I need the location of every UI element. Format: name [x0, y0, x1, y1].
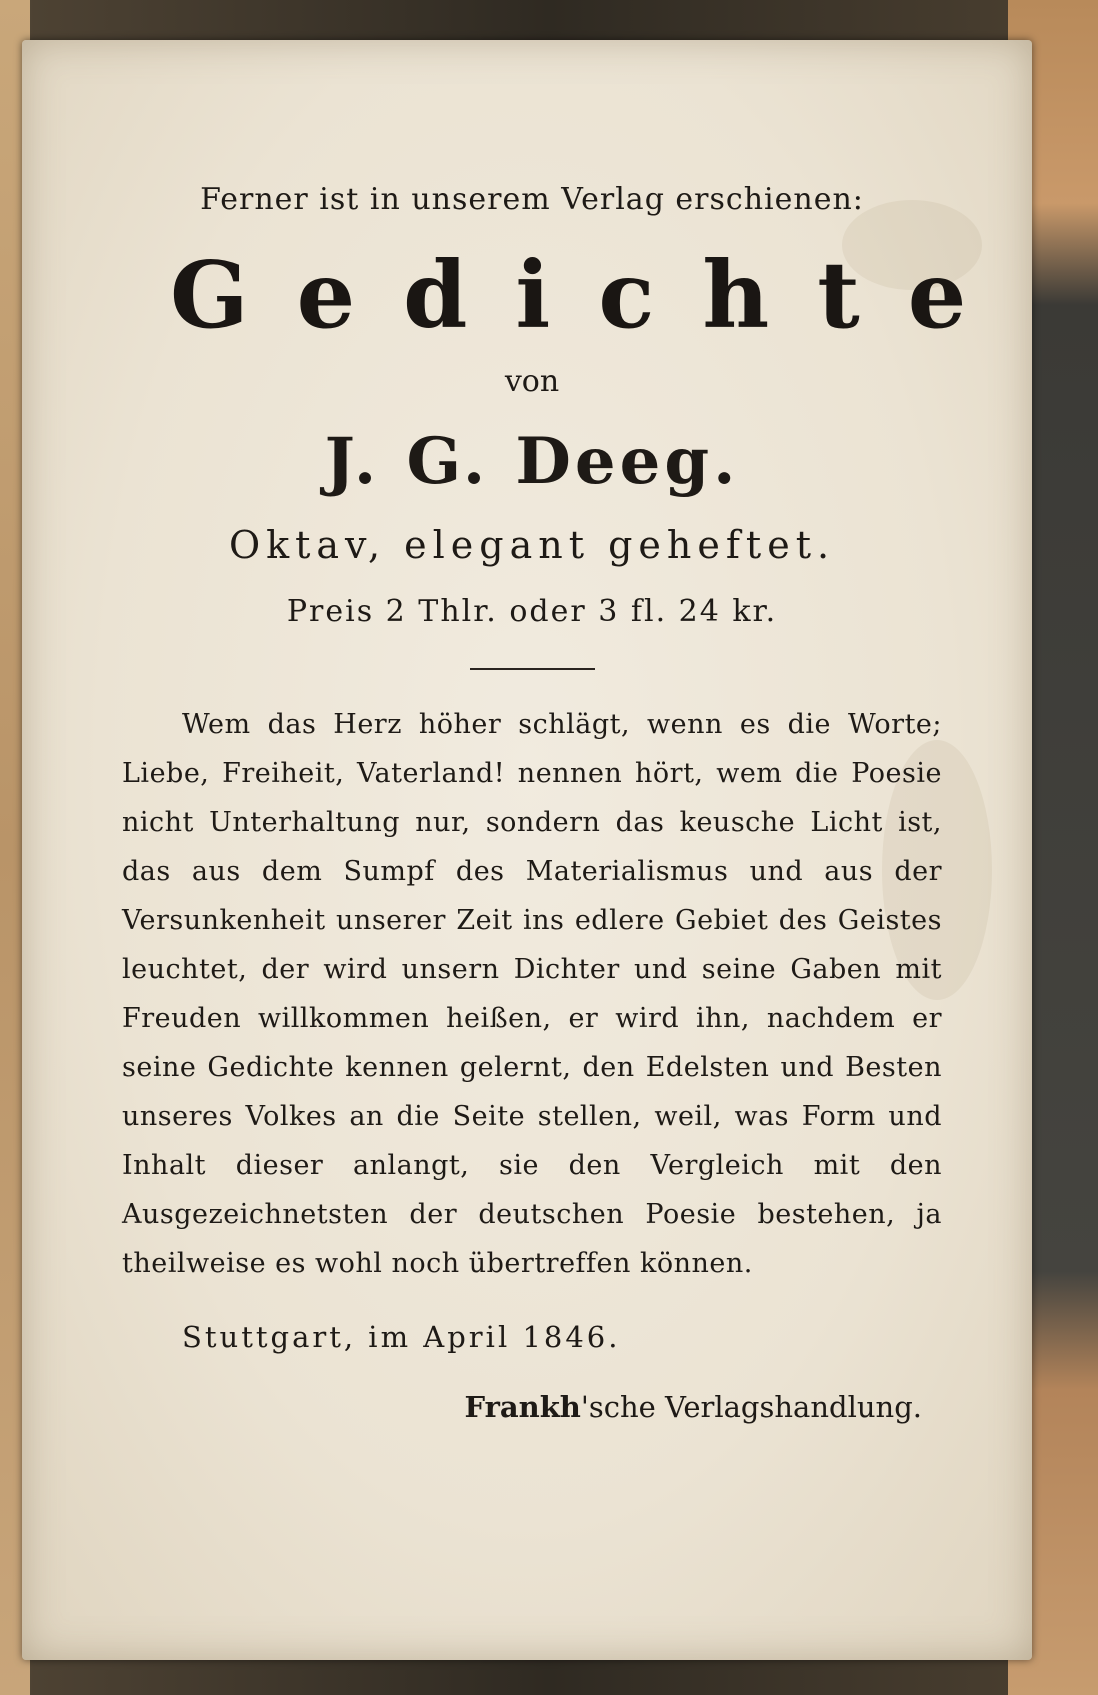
page-title: Gedichte [170, 241, 1015, 349]
body-paragraph [122, 700, 942, 1288]
price-line: Preis 2 Thlr. oder 3 fl. 24 kr. [286, 594, 778, 629]
book-page [22, 40, 1032, 1660]
intro-line: Ferner ist in unserem Verlag erschienen: [200, 182, 864, 217]
place-date: Stuttgart, im April 1846. [182, 1320, 621, 1354]
author-name: J. G. Deeg. [324, 424, 740, 499]
byline: von [504, 364, 560, 399]
publisher-name: Frankh [464, 1390, 581, 1424]
divider [470, 668, 595, 670]
format-line: Oktav, elegant geheftet. [228, 523, 836, 567]
advertisement [122, 170, 1015, 1432]
body-text: Wem das Herz höher schlägt, wenn es die Worte; Liebe, Freiheit, Vaterland! nennen hört, wem die Poesie nicht Unterhaltung nur, sondern das keusche Licht ist, das aus dem Sumpf des Materialismus und aus der Versunkenheit unserer Zeit ins edlere Gebiet des Geistes leuchtet, der wird unsern Dichter und seine Gaben mit Freuden willkommen heißen, er wird ihn, nachdem er seine Gedichte kennen gelernt, den Edelsten und Besten unseres Volkes an die Seite stellen, weil, was Form und Inhalt dieser anlangt, sie den Vergleich mit den Ausgezeichnetsten der deutschen Poesie bestehen, ja theilweise es wohl noch übertreffen können. [122, 709, 942, 1279]
publisher-suffix: 'sche Verlagshandlung. [580, 1390, 922, 1424]
publisher [122, 1382, 942, 1432]
